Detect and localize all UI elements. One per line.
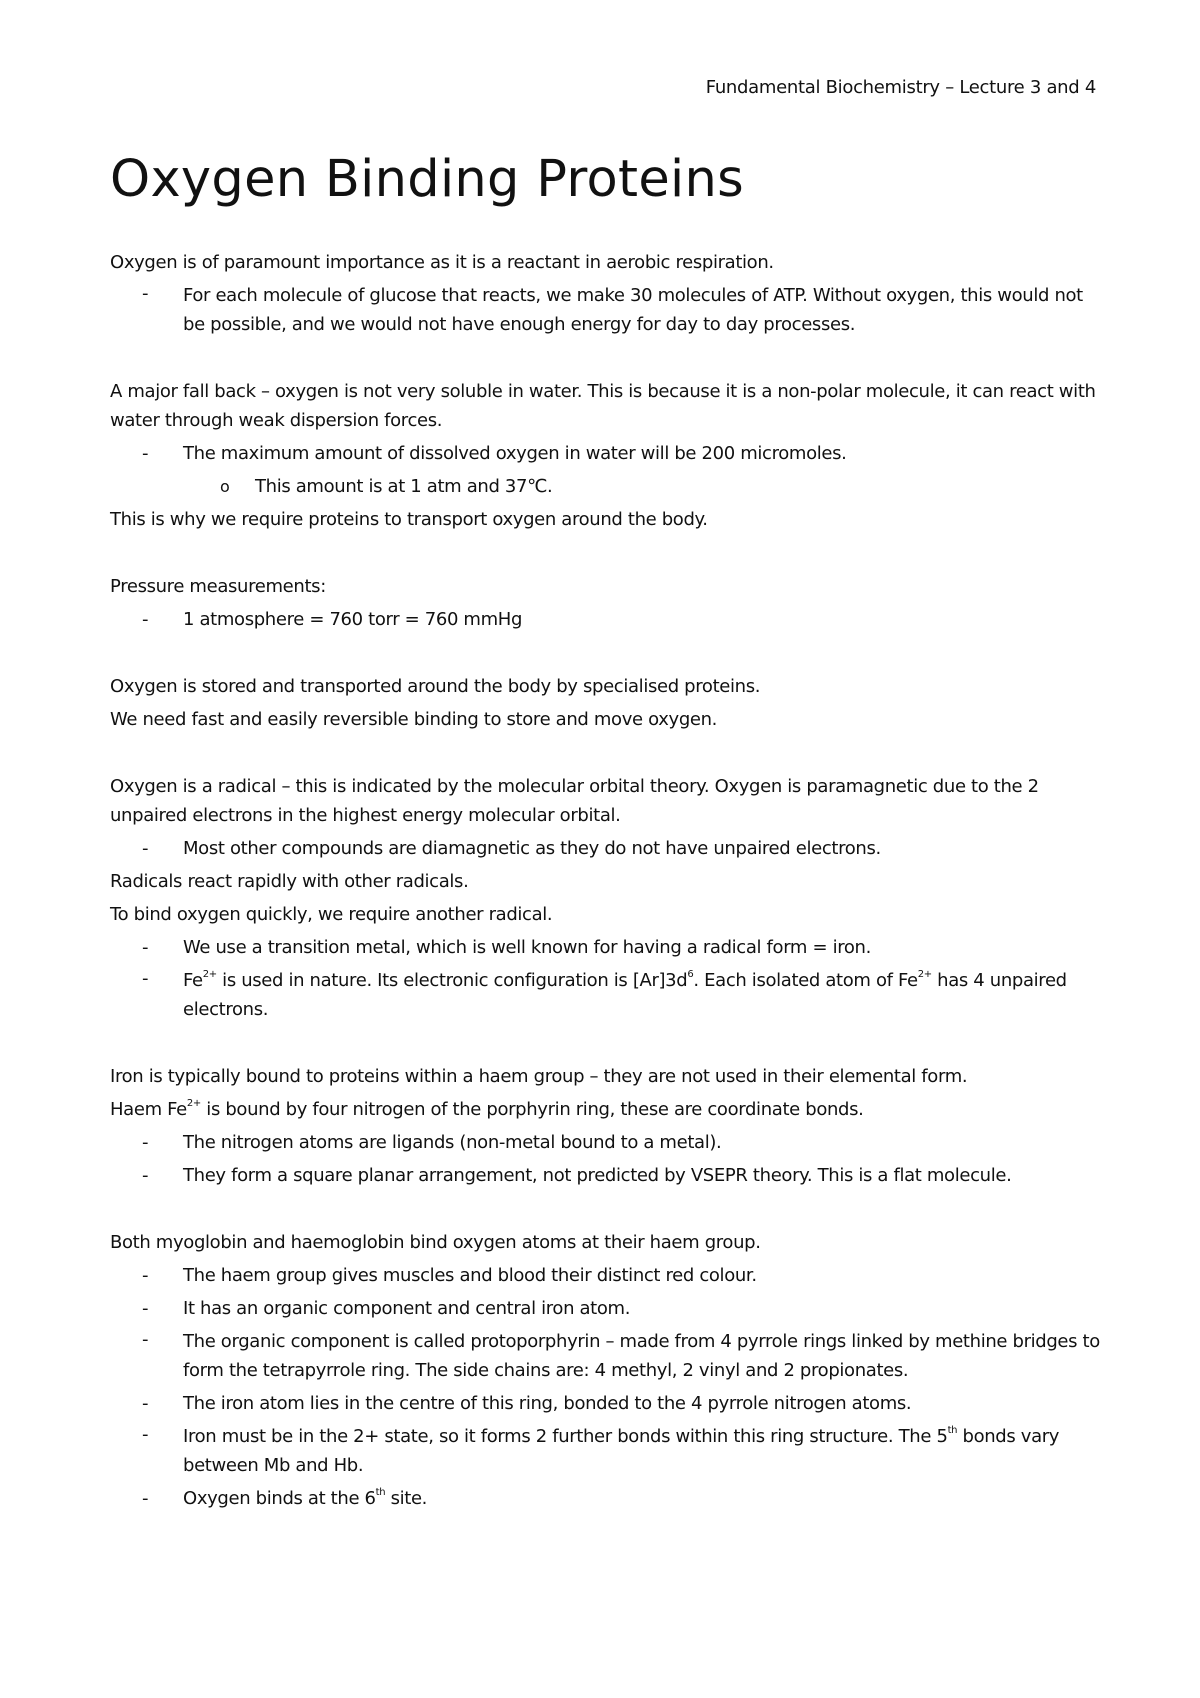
dash-bullet-icon: - xyxy=(142,1329,149,1350)
bullet-item xyxy=(110,931,1100,964)
bullet-item xyxy=(110,832,1100,865)
dash-bullet-icon: - xyxy=(142,1488,149,1509)
dash-bullet-icon: - xyxy=(142,1265,149,1286)
bullet-item xyxy=(110,1387,1100,1420)
paragraph: Both myoglobin and haemoglobin bind oxygen atoms at their haem group. xyxy=(110,1232,761,1253)
bullet-item xyxy=(110,1482,1100,1515)
paragraph: To bind oxygen quickly, we require another radical. xyxy=(110,904,553,925)
bullet-text: Oxygen binds at the 6th site. xyxy=(183,1487,428,1509)
paragraph: Radicals react rapidly with other radicals. xyxy=(110,871,469,892)
bullet-text: The maximum amount of dissolved oxygen in water will be 200 micromoles. xyxy=(183,443,847,464)
dash-bullet-icon: - xyxy=(142,1298,149,1319)
paragraph: Iron is typically bound to proteins within a haem group – they are not used in their elemental form. xyxy=(110,1066,968,1087)
bullet-text: Most other compounds are diamagnetic as they do not have unpaired electrons. xyxy=(183,838,881,859)
sub-bullet-item xyxy=(110,470,1100,503)
document-body xyxy=(110,142,1100,1515)
bullet-text: For each molecule of glucose that reacts, we make 30 molecules of ATP. Without oxygen, this would not be possible, and we would not have enough energy for day to day processes. xyxy=(183,285,1083,335)
dash-bullet-icon: - xyxy=(142,968,149,989)
dash-bullet-icon: - xyxy=(142,443,149,464)
bullet-text: The iron atom lies in the centre of this ring, bonded to the 4 pyrrole nitrogen atoms. xyxy=(183,1393,912,1414)
bullet-text: It has an organic component and central iron atom. xyxy=(183,1298,631,1319)
bullet-text: The haem group gives muscles and blood their distinct red colour. xyxy=(183,1265,757,1286)
dash-bullet-icon: - xyxy=(142,1393,149,1414)
circle-bullet-icon: o xyxy=(220,477,230,496)
bullet-item xyxy=(110,603,1100,636)
bullet-text: Iron must be in the 2+ state, so it forms 2 further bonds within this ring structure. The 5th bonds vary between Mb and Hb. xyxy=(183,1425,1060,1476)
bullet-item xyxy=(110,279,1100,341)
paragraph: Oxygen is a radical – this is indicated by the molecular orbital theory. Oxygen is paramagnetic due to the 2 unpaired electrons in the highest energy molecular orbital. xyxy=(110,776,1039,826)
bullet-item xyxy=(110,1420,1100,1482)
dash-bullet-icon: - xyxy=(142,283,149,304)
paragraph: A major fall back – oxygen is not very soluble in water. This is because it is a non-polar molecule, it can react with water through weak dispersion forces. xyxy=(110,381,1096,431)
dash-bullet-icon: - xyxy=(142,1132,149,1153)
dash-bullet-icon: - xyxy=(142,1165,149,1186)
bullet-item xyxy=(110,1325,1100,1387)
dash-bullet-icon: - xyxy=(142,1424,149,1445)
dash-bullet-icon: - xyxy=(142,609,149,630)
paragraph: This is why we require proteins to transport oxygen around the body. xyxy=(110,509,708,530)
dash-bullet-icon: - xyxy=(142,937,149,958)
paragraph: Haem $Fe^{2+}$ is bound by four nitrogen of the porphyrin ring, these are coordinate bonds. xyxy=(110,1098,864,1120)
paragraph: We need fast and easily reversible binding to store and move oxygen. xyxy=(110,709,718,730)
bullet-item xyxy=(110,964,1100,1026)
page-title: Oxygen Binding Proteins xyxy=(110,150,744,209)
bullet-item xyxy=(110,1292,1100,1325)
bullet-item xyxy=(110,1126,1100,1159)
page-header: Fundamental Biochemistry – Lecture 3 and 4 xyxy=(705,77,1096,98)
paragraph: Oxygen is stored and transported around the body by specialised proteins. xyxy=(110,676,761,697)
sub-bullet-text: This amount is at 1 atm and 37℃. xyxy=(255,476,553,497)
bullet-text: The organic component is called protoporphyrin – made from 4 pyrrole rings linked by methine bridges to form the tetrapyrrole ring. The side chains are: 4 methyl, 2 vinyl and 2 propionates. xyxy=(183,1331,1100,1381)
paragraph: Oxygen is of paramount importance as it is a reactant in aerobic respiration. xyxy=(110,252,774,273)
bullet-text: 1 atmosphere = 760 torr = 760 mmHg xyxy=(183,609,523,630)
bullet-text: The nitrogen atoms are ligands (non-metal bound to a metal). xyxy=(183,1132,722,1153)
paragraph: Pressure measurements: xyxy=(110,576,326,597)
bullet-item xyxy=(110,1259,1100,1292)
dash-bullet-icon: - xyxy=(142,838,149,859)
bullet-text: $Fe^{2+}$ is used in nature. Its electronic configuration is $[Ar]3d^6$. Each isolated atom of $Fe^{2+}$ has 4 unpaired electrons. xyxy=(183,969,1067,1020)
bullet-text: We use a transition metal, which is well known for having a radical form = iron. xyxy=(183,937,871,958)
bullet-item xyxy=(110,437,1100,470)
bullet-text: They form a square planar arrangement, not predicted by VSEPR theory. This is a flat molecule. xyxy=(183,1165,1012,1186)
bullet-item xyxy=(110,1159,1100,1192)
